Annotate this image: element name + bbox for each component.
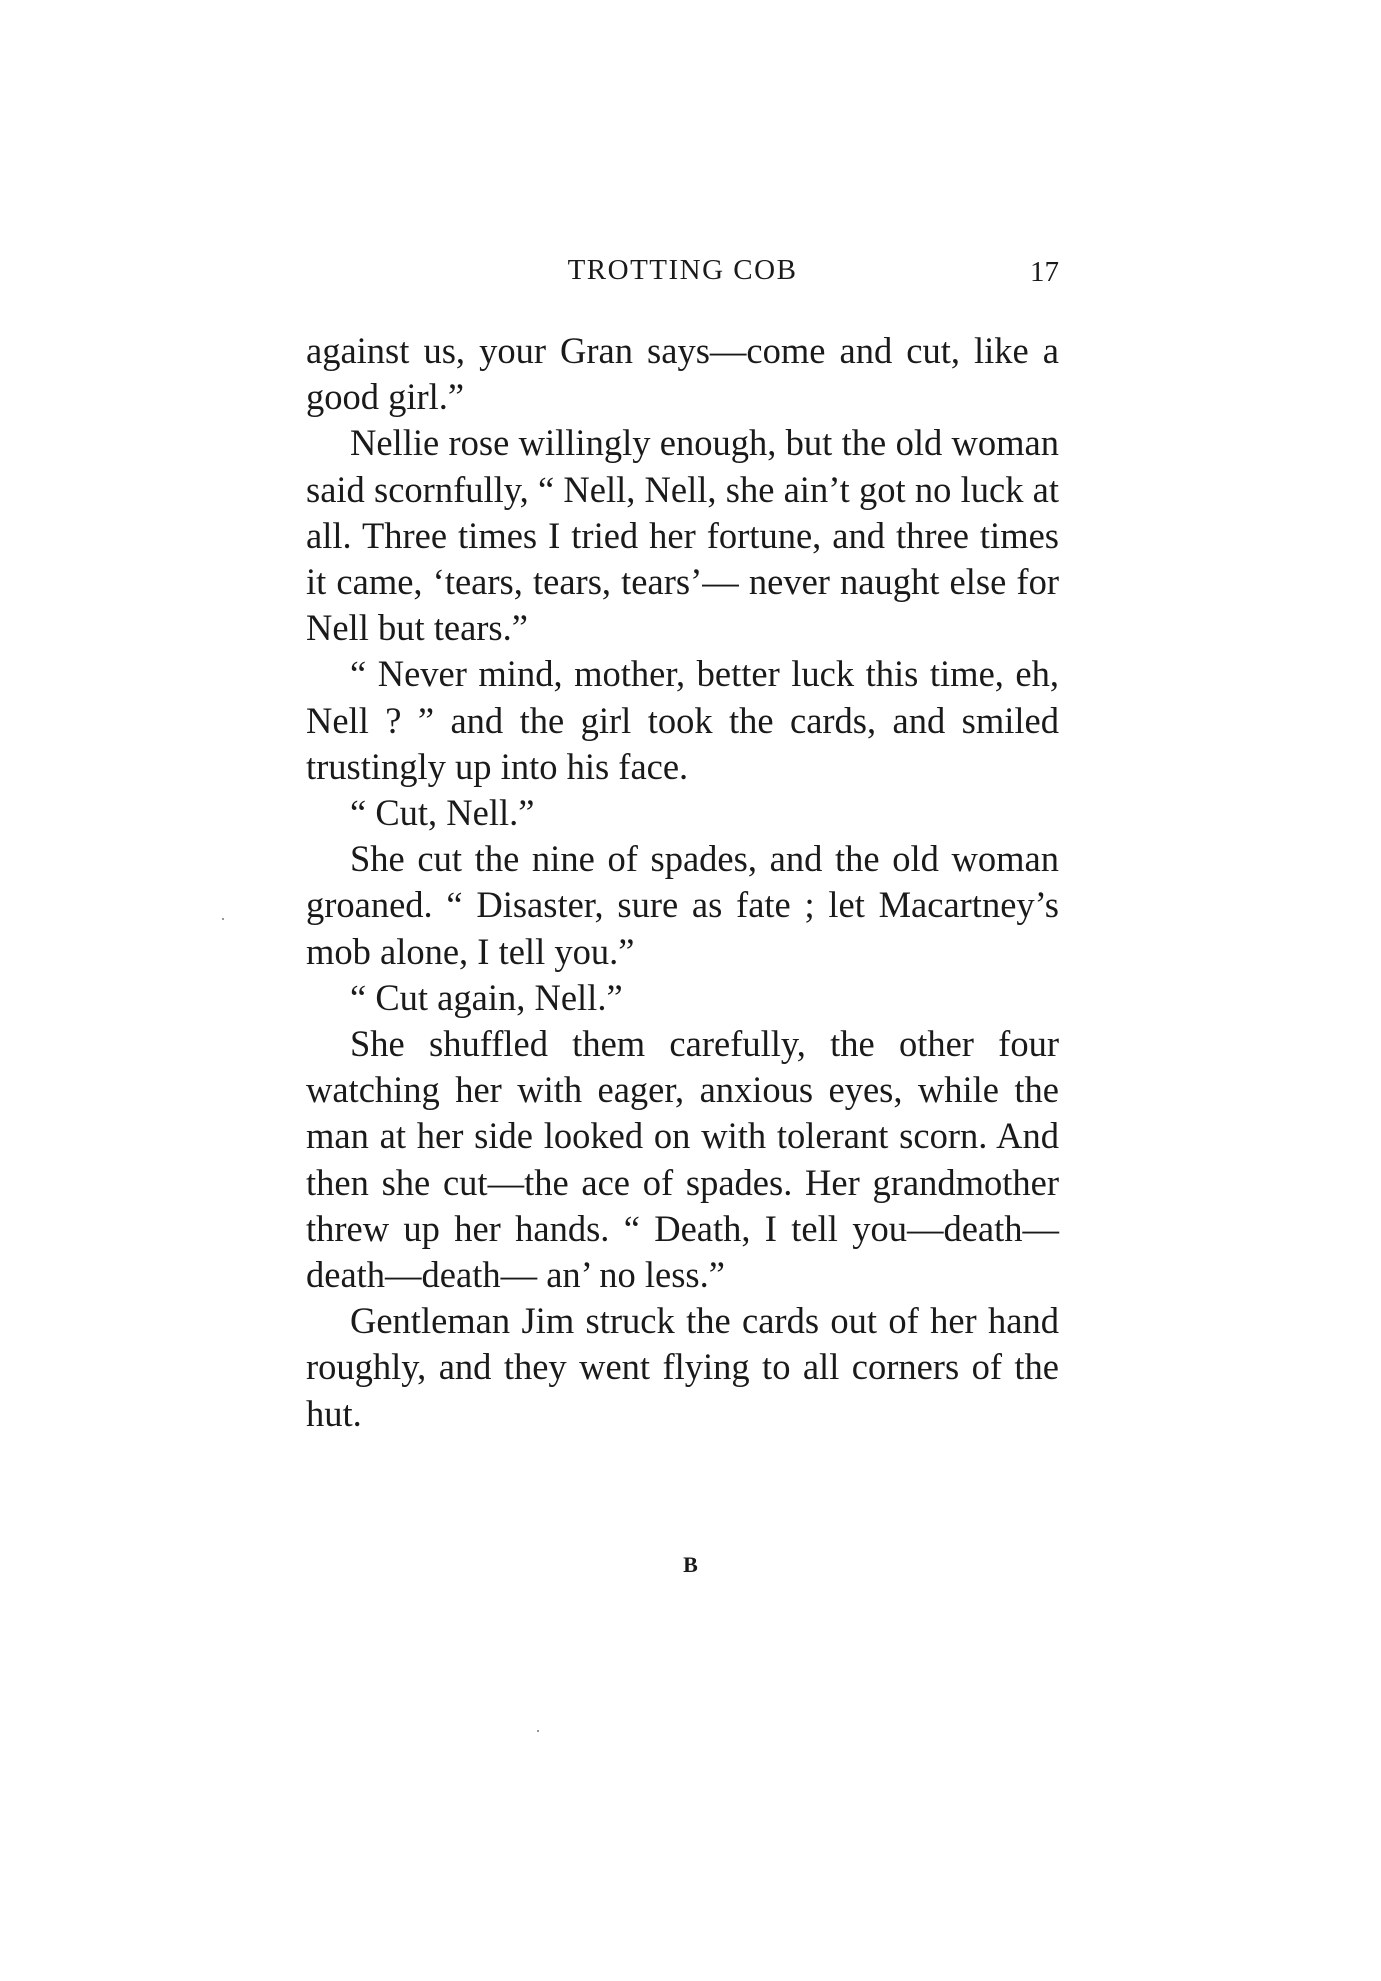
running-title: TROTTING COB (567, 254, 798, 286)
paragraph: Nellie rose willingly enough, but the old woman said scornfully, “ Nell, Nell, she ain’t got no luck at all. Three times I tried her fortune, and three times it came, ‘tears, tears, tears’— never naught else for Nell but tears.” (306, 422, 1059, 649)
paper-speck (537, 1730, 539, 1732)
paragraph: Gentleman Jim struck the cards out of her hand roughly, and they went flying to all corners of the hut. (306, 1300, 1059, 1434)
paragraph: against us, your Gran says—come and cut, like a good girl.” (306, 330, 1059, 418)
paper-speck (222, 918, 224, 920)
paragraph: “ Cut again, Nell.” (350, 976, 623, 1018)
signature-mark: B (683, 1552, 698, 1577)
page-number: 17 (1030, 256, 1059, 288)
paragraph: “ Cut, Nell.” (350, 792, 535, 834)
paragraph: “ Never mind, mother, better luck this time, eh, Nell ? ” and the girl took the cards, and smiled trustingly up into his face. (306, 653, 1059, 787)
paragraph: She shuffled them carefully, the other four watching her with eager, anxious eyes, while the man at her side looked on with tolerant scorn. And then she cut—the ace of spades. Her grandmother threw up her hands. “ Death, I tell you—death—death—death— an’ no less.” (306, 1023, 1059, 1296)
paragraph: She cut the nine of spades, and the old woman groaned. “ Disaster, sure as fate ; let Macartney’s mob alone, I tell you.” (306, 838, 1059, 972)
body-text (306, 328, 1059, 1437)
running-head (306, 250, 1059, 290)
